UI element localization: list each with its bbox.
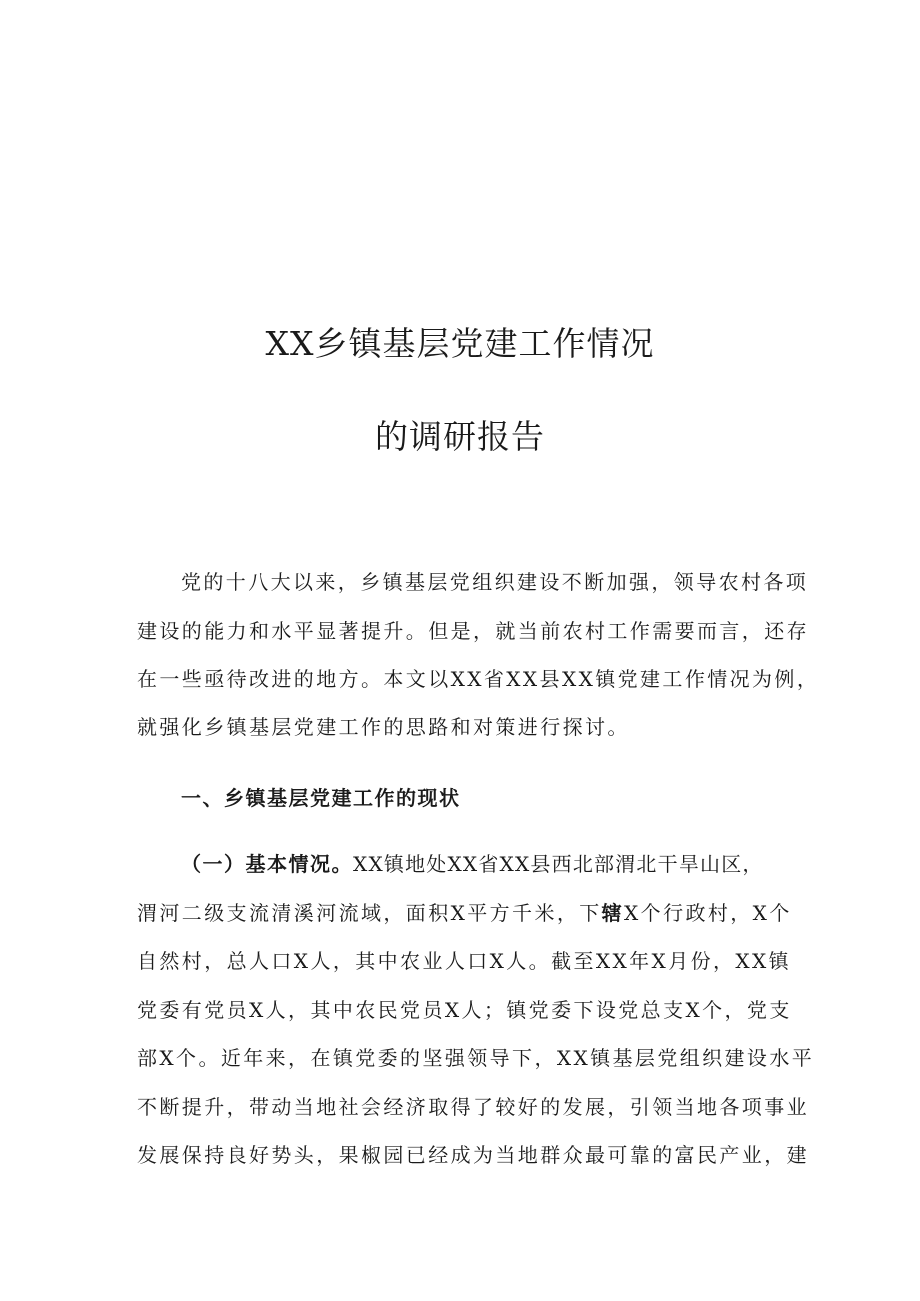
subsection-1-line-2-b: X个行政村，X个 <box>624 901 792 925</box>
subsection-1-line-4: 党委有党员X人，其中农民党员X人；镇党委下设党总支X个，党支 <box>137 998 792 1022</box>
subsection-1-line-2-bold: 辖 <box>601 901 625 925</box>
intro-line-4: 就强化乡镇基层党建工作的思路和对策进行探讨。 <box>137 715 630 739</box>
subsection-1-line-6: 不断提升，带动当地社会经济取得了较好的发展，引领当地各项事业 <box>137 1095 809 1119</box>
subsection-1-lead: （一）基本情况。 <box>181 852 353 876</box>
document-title-line-1: XX乡镇基层党建工作情况 <box>265 324 655 363</box>
intro-line-1: 党的十八大以来，乡镇基层党组织建设不断加强，领导农村各项 <box>181 570 809 594</box>
subsection-1-line-2 <box>137 899 790 927</box>
subsection-1-line-1 <box>181 850 790 878</box>
intro-line-2: 建设的能力和水平显著提升。但是，就当前农村工作需要而言，还存 <box>137 619 809 643</box>
document-title-line-2: 的调研报告 <box>375 417 545 456</box>
intro-line-3: 在一些亟待改进的地方。本文以XX省XX县XX镇党建工作情况为例， <box>137 667 820 691</box>
subsection-1-line-3: 自然村，总人口X人，其中农业人口X人。截至XX年X月份，XX镇 <box>137 949 792 973</box>
subsection-1-line-1-text: XX镇地处XX省XX县西北部渭北干旱山区， <box>353 852 764 876</box>
subsection-1-line-5: 部X个。近年来，在镇党委的坚强领导下，XX镇基层党组织建设水平 <box>137 1046 815 1070</box>
section-1-heading: 一、乡镇基层党建工作的现状 <box>181 786 461 810</box>
subsection-1-line-2-a: 渭河二级支流清溪河流域，面积X平方千米，下 <box>137 901 602 925</box>
subsection-1-line-7: 发展保持良好势头，果椒园已经成为当地群众最可靠的富民产业，建 <box>137 1143 809 1167</box>
